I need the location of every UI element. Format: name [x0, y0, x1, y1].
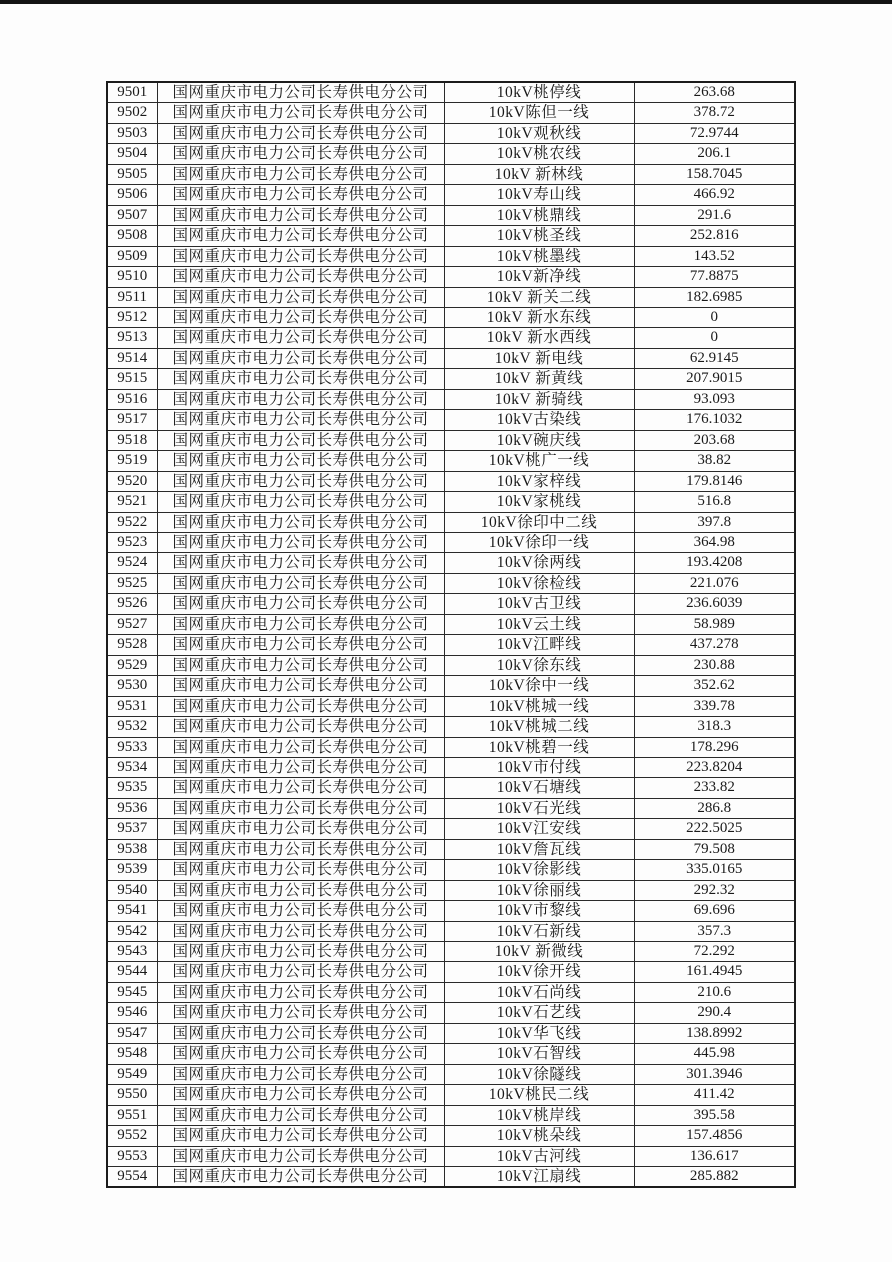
- length-value-cell: 138.8992: [634, 1023, 795, 1043]
- company-cell: 国网重庆市电力公司长寿供电分公司: [157, 1126, 444, 1146]
- company-cell: 国网重庆市电力公司长寿供电分公司: [157, 553, 444, 573]
- company-cell: 国网重庆市电力公司长寿供电分公司: [157, 512, 444, 532]
- table-row: [107, 512, 795, 532]
- line-name-cell: 10kV 新电线: [444, 348, 634, 368]
- line-name-cell: 10kV寿山线: [444, 185, 634, 205]
- row-id-cell: 9553: [107, 1146, 157, 1166]
- table-row: [107, 144, 795, 164]
- line-name-cell: 10kV新净线: [444, 267, 634, 287]
- company-cell: 国网重庆市电力公司长寿供电分公司: [157, 573, 444, 593]
- line-name-cell: 10kV桃城二线: [444, 717, 634, 737]
- length-value-cell: 285.882: [634, 1167, 795, 1188]
- length-value-cell: 69.696: [634, 901, 795, 921]
- line-name-cell: 10kV市付线: [444, 757, 634, 777]
- company-cell: 国网重庆市电力公司长寿供电分公司: [157, 164, 444, 184]
- table-row: [107, 328, 795, 348]
- company-cell: 国网重庆市电力公司长寿供电分公司: [157, 901, 444, 921]
- company-cell: 国网重庆市电力公司长寿供电分公司: [157, 82, 444, 103]
- company-cell: 国网重庆市电力公司长寿供电分公司: [157, 1146, 444, 1166]
- table-row: [107, 982, 795, 1002]
- row-id-cell: 9501: [107, 82, 157, 103]
- company-cell: 国网重庆市电力公司长寿供电分公司: [157, 1167, 444, 1188]
- company-cell: 国网重庆市电力公司长寿供电分公司: [157, 880, 444, 900]
- length-value-cell: 397.8: [634, 512, 795, 532]
- line-name-cell: 10kV华飞线: [444, 1023, 634, 1043]
- company-cell: 国网重庆市电力公司长寿供电分公司: [157, 921, 444, 941]
- row-id-cell: 9528: [107, 635, 157, 655]
- power-line-table: [106, 81, 796, 1188]
- line-name-cell: 10kV云土线: [444, 614, 634, 634]
- table-row: [107, 1003, 795, 1023]
- table-row: [107, 676, 795, 696]
- row-id-cell: 9552: [107, 1126, 157, 1146]
- line-name-cell: 10kV古河线: [444, 1146, 634, 1166]
- line-name-cell: 10kV桃碧一线: [444, 737, 634, 757]
- company-cell: 国网重庆市电力公司长寿供电分公司: [157, 287, 444, 307]
- company-cell: 国网重庆市电力公司长寿供电分公司: [157, 103, 444, 123]
- table-row: [107, 389, 795, 409]
- row-id-cell: 9525: [107, 573, 157, 593]
- row-id-cell: 9518: [107, 430, 157, 450]
- company-cell: 国网重庆市电力公司长寿供电分公司: [157, 962, 444, 982]
- row-id-cell: 9536: [107, 798, 157, 818]
- table-row: [107, 573, 795, 593]
- company-cell: 国网重庆市电力公司长寿供电分公司: [157, 185, 444, 205]
- row-id-cell: 9514: [107, 348, 157, 368]
- table-row: [107, 287, 795, 307]
- line-name-cell: 10kV徐丽线: [444, 880, 634, 900]
- line-name-cell: 10kV江扇线: [444, 1167, 634, 1188]
- table-row: [107, 103, 795, 123]
- length-value-cell: 445.98: [634, 1044, 795, 1064]
- line-name-cell: 10kV家桃线: [444, 492, 634, 512]
- row-id-cell: 9554: [107, 1167, 157, 1188]
- row-id-cell: 9519: [107, 451, 157, 471]
- row-id-cell: 9533: [107, 737, 157, 757]
- length-value-cell: 437.278: [634, 635, 795, 655]
- line-name-cell: 10kV 新林线: [444, 164, 634, 184]
- company-cell: 国网重庆市电力公司长寿供电分公司: [157, 1085, 444, 1105]
- line-name-cell: 10kV 新黄线: [444, 369, 634, 389]
- company-cell: 国网重庆市电力公司长寿供电分公司: [157, 778, 444, 798]
- company-cell: 国网重庆市电力公司长寿供电分公司: [157, 717, 444, 737]
- row-id-cell: 9507: [107, 205, 157, 225]
- row-id-cell: 9545: [107, 982, 157, 1002]
- company-cell: 国网重庆市电力公司长寿供电分公司: [157, 123, 444, 143]
- line-name-cell: 10kV桃墨线: [444, 246, 634, 266]
- table-row: [107, 1146, 795, 1166]
- length-value-cell: 236.6039: [634, 594, 795, 614]
- line-name-cell: 10kV 新关二线: [444, 287, 634, 307]
- length-value-cell: 62.9145: [634, 348, 795, 368]
- table-row: [107, 921, 795, 941]
- line-name-cell: 10kV桃停线: [444, 82, 634, 103]
- length-value-cell: 395.58: [634, 1105, 795, 1125]
- line-name-cell: 10kV石新线: [444, 921, 634, 941]
- row-id-cell: 9523: [107, 532, 157, 552]
- table-row: [107, 778, 795, 798]
- company-cell: 国网重庆市电力公司长寿供电分公司: [157, 532, 444, 552]
- length-value-cell: 252.816: [634, 226, 795, 246]
- length-value-cell: 223.8204: [634, 757, 795, 777]
- table-row: [107, 410, 795, 430]
- length-value-cell: 318.3: [634, 717, 795, 737]
- row-id-cell: 9542: [107, 921, 157, 941]
- row-id-cell: 9508: [107, 226, 157, 246]
- length-value-cell: 286.8: [634, 798, 795, 818]
- company-cell: 国网重庆市电力公司长寿供电分公司: [157, 1044, 444, 1064]
- company-cell: 国网重庆市电力公司长寿供电分公司: [157, 635, 444, 655]
- table-row: [107, 123, 795, 143]
- row-id-cell: 9539: [107, 860, 157, 880]
- table-row: [107, 757, 795, 777]
- row-id-cell: 9537: [107, 819, 157, 839]
- line-name-cell: 10kV徐中一线: [444, 676, 634, 696]
- row-id-cell: 9547: [107, 1023, 157, 1043]
- table-row: [107, 655, 795, 675]
- scan-edge-bar: [0, 0, 892, 4]
- table-row: [107, 860, 795, 880]
- length-value-cell: 179.8146: [634, 471, 795, 491]
- length-value-cell: 210.6: [634, 982, 795, 1002]
- length-value-cell: 182.6985: [634, 287, 795, 307]
- length-value-cell: 411.42: [634, 1085, 795, 1105]
- row-id-cell: 9503: [107, 123, 157, 143]
- row-id-cell: 9512: [107, 307, 157, 327]
- company-cell: 国网重庆市电力公司长寿供电分公司: [157, 942, 444, 962]
- length-value-cell: 178.296: [634, 737, 795, 757]
- table-row: [107, 1023, 795, 1043]
- line-name-cell: 10kV桃鼎线: [444, 205, 634, 225]
- length-value-cell: 230.88: [634, 655, 795, 675]
- line-name-cell: 10kV桃圣线: [444, 226, 634, 246]
- table-row: [107, 267, 795, 287]
- row-id-cell: 9502: [107, 103, 157, 123]
- line-name-cell: 10kV徐东线: [444, 655, 634, 675]
- table-row: [107, 532, 795, 552]
- table-row: [107, 1064, 795, 1084]
- table-row: [107, 1044, 795, 1064]
- company-cell: 国网重庆市电力公司长寿供电分公司: [157, 1003, 444, 1023]
- line-name-cell: 10kV陈但一线: [444, 103, 634, 123]
- line-name-cell: 10kV徐印一线: [444, 532, 634, 552]
- row-id-cell: 9516: [107, 389, 157, 409]
- row-id-cell: 9550: [107, 1085, 157, 1105]
- company-cell: 国网重庆市电力公司长寿供电分公司: [157, 348, 444, 368]
- line-name-cell: 10kV桃城一线: [444, 696, 634, 716]
- length-value-cell: 292.32: [634, 880, 795, 900]
- table-row: [107, 1167, 795, 1188]
- length-value-cell: 221.076: [634, 573, 795, 593]
- company-cell: 国网重庆市电力公司长寿供电分公司: [157, 144, 444, 164]
- row-id-cell: 9551: [107, 1105, 157, 1125]
- table-row: [107, 635, 795, 655]
- company-cell: 国网重庆市电力公司长寿供电分公司: [157, 1064, 444, 1084]
- line-name-cell: 10kV 新微线: [444, 942, 634, 962]
- row-id-cell: 9543: [107, 942, 157, 962]
- length-value-cell: 352.62: [634, 676, 795, 696]
- row-id-cell: 9520: [107, 471, 157, 491]
- length-value-cell: 290.4: [634, 1003, 795, 1023]
- table-row: [107, 737, 795, 757]
- table-row: [107, 880, 795, 900]
- length-value-cell: 58.989: [634, 614, 795, 634]
- row-id-cell: 9532: [107, 717, 157, 737]
- row-id-cell: 9521: [107, 492, 157, 512]
- row-id-cell: 9506: [107, 185, 157, 205]
- line-name-cell: 10kV徐两线: [444, 553, 634, 573]
- length-value-cell: 157.4856: [634, 1126, 795, 1146]
- line-name-cell: 10kV石尚线: [444, 982, 634, 1002]
- line-name-cell: 10kV徐开线: [444, 962, 634, 982]
- company-cell: 国网重庆市电力公司长寿供电分公司: [157, 410, 444, 430]
- row-id-cell: 9534: [107, 757, 157, 777]
- length-value-cell: 193.4208: [634, 553, 795, 573]
- length-value-cell: 291.6: [634, 205, 795, 225]
- company-cell: 国网重庆市电力公司长寿供电分公司: [157, 307, 444, 327]
- table-row: [107, 82, 795, 103]
- company-cell: 国网重庆市电力公司长寿供电分公司: [157, 860, 444, 880]
- line-name-cell: 10kV桃朵线: [444, 1126, 634, 1146]
- table-row: [107, 1105, 795, 1125]
- table-row: [107, 1126, 795, 1146]
- company-cell: 国网重庆市电力公司长寿供电分公司: [157, 492, 444, 512]
- row-id-cell: 9548: [107, 1044, 157, 1064]
- length-value-cell: 263.68: [634, 82, 795, 103]
- row-id-cell: 9510: [107, 267, 157, 287]
- line-name-cell: 10kV江畔线: [444, 635, 634, 655]
- length-value-cell: 161.4945: [634, 962, 795, 982]
- row-id-cell: 9527: [107, 614, 157, 634]
- length-value-cell: 158.7045: [634, 164, 795, 184]
- line-name-cell: 10kV 新水东线: [444, 307, 634, 327]
- line-name-cell: 10kV碗庆线: [444, 430, 634, 450]
- table-row: [107, 205, 795, 225]
- company-cell: 国网重庆市电力公司长寿供电分公司: [157, 205, 444, 225]
- table-row: [107, 164, 795, 184]
- row-id-cell: 9511: [107, 287, 157, 307]
- length-value-cell: 203.68: [634, 430, 795, 450]
- line-name-cell: 10kV徐印中二线: [444, 512, 634, 532]
- row-id-cell: 9513: [107, 328, 157, 348]
- company-cell: 国网重庆市电力公司长寿供电分公司: [157, 471, 444, 491]
- row-id-cell: 9529: [107, 655, 157, 675]
- table-row: [107, 369, 795, 389]
- length-value-cell: 516.8: [634, 492, 795, 512]
- length-value-cell: 77.8875: [634, 267, 795, 287]
- table-row: [107, 451, 795, 471]
- line-name-cell: 10kV市黎线: [444, 901, 634, 921]
- table-row: [107, 553, 795, 573]
- row-id-cell: 9544: [107, 962, 157, 982]
- table-row: [107, 430, 795, 450]
- row-id-cell: 9517: [107, 410, 157, 430]
- length-value-cell: 466.92: [634, 185, 795, 205]
- table-row: [107, 839, 795, 859]
- company-cell: 国网重庆市电力公司长寿供电分公司: [157, 655, 444, 675]
- company-cell: 国网重庆市电力公司长寿供电分公司: [157, 798, 444, 818]
- length-value-cell: 335.0165: [634, 860, 795, 880]
- table-row: [107, 798, 795, 818]
- row-id-cell: 9524: [107, 553, 157, 573]
- table-row: [107, 246, 795, 266]
- line-name-cell: 10kV石智线: [444, 1044, 634, 1064]
- length-value-cell: 136.617: [634, 1146, 795, 1166]
- line-name-cell: 10kV徐检线: [444, 573, 634, 593]
- length-value-cell: 357.3: [634, 921, 795, 941]
- company-cell: 国网重庆市电力公司长寿供电分公司: [157, 676, 444, 696]
- line-name-cell: 10kV古卫线: [444, 594, 634, 614]
- company-cell: 国网重庆市电力公司长寿供电分公司: [157, 226, 444, 246]
- table-row: [107, 962, 795, 982]
- table-row: [107, 717, 795, 737]
- row-id-cell: 9504: [107, 144, 157, 164]
- line-name-cell: 10kV桃广一线: [444, 451, 634, 471]
- line-name-cell: 10kV石光线: [444, 798, 634, 818]
- row-id-cell: 9540: [107, 880, 157, 900]
- row-id-cell: 9546: [107, 1003, 157, 1023]
- row-id-cell: 9531: [107, 696, 157, 716]
- line-name-cell: 10kV石艺线: [444, 1003, 634, 1023]
- line-name-cell: 10kV徐影线: [444, 860, 634, 880]
- line-name-cell: 10kV 新水西线: [444, 328, 634, 348]
- company-cell: 国网重庆市电力公司长寿供电分公司: [157, 430, 444, 450]
- row-id-cell: 9522: [107, 512, 157, 532]
- length-value-cell: 38.82: [634, 451, 795, 471]
- company-cell: 国网重庆市电力公司长寿供电分公司: [157, 246, 444, 266]
- line-name-cell: 10kV桃农线: [444, 144, 634, 164]
- company-cell: 国网重庆市电力公司长寿供电分公司: [157, 594, 444, 614]
- row-id-cell: 9538: [107, 839, 157, 859]
- length-value-cell: 206.1: [634, 144, 795, 164]
- length-value-cell: 207.9015: [634, 369, 795, 389]
- company-cell: 国网重庆市电力公司长寿供电分公司: [157, 819, 444, 839]
- length-value-cell: 301.3946: [634, 1064, 795, 1084]
- line-name-cell: 10kV石塘线: [444, 778, 634, 798]
- table-row: [107, 594, 795, 614]
- length-value-cell: 93.093: [634, 389, 795, 409]
- row-id-cell: 9515: [107, 369, 157, 389]
- row-id-cell: 9541: [107, 901, 157, 921]
- company-cell: 国网重庆市电力公司长寿供电分公司: [157, 614, 444, 634]
- line-name-cell: 10kV江安线: [444, 819, 634, 839]
- table-body: [107, 82, 795, 1187]
- table-row: [107, 185, 795, 205]
- company-cell: 国网重庆市电力公司长寿供电分公司: [157, 839, 444, 859]
- company-cell: 国网重庆市电力公司长寿供电分公司: [157, 328, 444, 348]
- line-name-cell: 10kV桃民二线: [444, 1085, 634, 1105]
- company-cell: 国网重庆市电力公司长寿供电分公司: [157, 757, 444, 777]
- length-value-cell: 79.508: [634, 839, 795, 859]
- table-row: [107, 942, 795, 962]
- row-id-cell: 9526: [107, 594, 157, 614]
- company-cell: 国网重庆市电力公司长寿供电分公司: [157, 737, 444, 757]
- company-cell: 国网重庆市电力公司长寿供电分公司: [157, 451, 444, 471]
- length-value-cell: 339.78: [634, 696, 795, 716]
- row-id-cell: 9505: [107, 164, 157, 184]
- row-id-cell: 9509: [107, 246, 157, 266]
- length-value-cell: 72.292: [634, 942, 795, 962]
- line-name-cell: 10kV桃岸线: [444, 1105, 634, 1125]
- length-value-cell: 0: [634, 307, 795, 327]
- company-cell: 国网重庆市电力公司长寿供电分公司: [157, 1023, 444, 1043]
- table-row: [107, 819, 795, 839]
- line-name-cell: 10kV詹瓦线: [444, 839, 634, 859]
- table-row: [107, 696, 795, 716]
- table-row: [107, 307, 795, 327]
- line-name-cell: 10kV观秋线: [444, 123, 634, 143]
- table-row: [107, 901, 795, 921]
- line-name-cell: 10kV家梓线: [444, 471, 634, 491]
- length-value-cell: 378.72: [634, 103, 795, 123]
- company-cell: 国网重庆市电力公司长寿供电分公司: [157, 982, 444, 1002]
- line-name-cell: 10kV徐隧线: [444, 1064, 634, 1084]
- company-cell: 国网重庆市电力公司长寿供电分公司: [157, 369, 444, 389]
- table-row: [107, 226, 795, 246]
- length-value-cell: 143.52: [634, 246, 795, 266]
- table-row: [107, 614, 795, 634]
- company-cell: 国网重庆市电力公司长寿供电分公司: [157, 267, 444, 287]
- length-value-cell: 176.1032: [634, 410, 795, 430]
- table-row: [107, 471, 795, 491]
- company-cell: 国网重庆市电力公司长寿供电分公司: [157, 1105, 444, 1125]
- length-value-cell: 233.82: [634, 778, 795, 798]
- table-row: [107, 348, 795, 368]
- table-row: [107, 1085, 795, 1105]
- table-row: [107, 492, 795, 512]
- length-value-cell: 72.9744: [634, 123, 795, 143]
- company-cell: 国网重庆市电力公司长寿供电分公司: [157, 389, 444, 409]
- length-value-cell: 222.5025: [634, 819, 795, 839]
- length-value-cell: 0: [634, 328, 795, 348]
- company-cell: 国网重庆市电力公司长寿供电分公司: [157, 696, 444, 716]
- row-id-cell: 9549: [107, 1064, 157, 1084]
- row-id-cell: 9530: [107, 676, 157, 696]
- line-name-cell: 10kV 新骑线: [444, 389, 634, 409]
- row-id-cell: 9535: [107, 778, 157, 798]
- length-value-cell: 364.98: [634, 532, 795, 552]
- line-name-cell: 10kV古染线: [444, 410, 634, 430]
